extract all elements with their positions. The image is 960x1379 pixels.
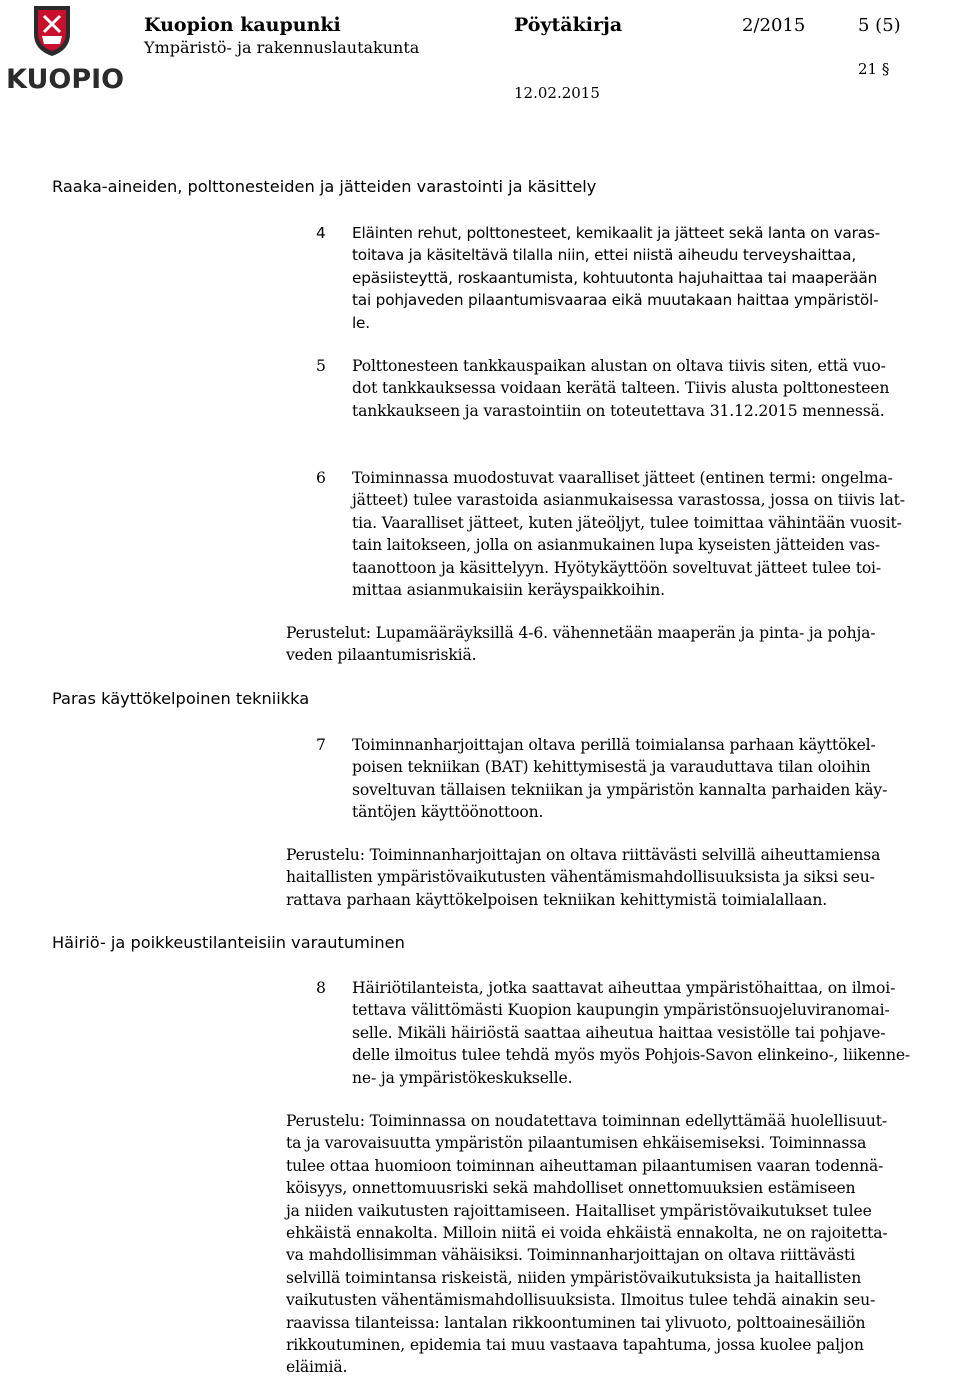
- text-line: täntöjen käyttöönottoon.: [352, 803, 544, 822]
- text-line: ne- ja ympäristökeskukselle.: [352, 1068, 573, 1087]
- item-number: 6: [316, 469, 326, 487]
- incident-heading: Häiriö- ja poikkeustilanteisiin varautuminen: [52, 933, 405, 952]
- text-line: epäsiisteyttä, roskaantumista, kohtuutonta hajuhaittaa tai maaperään: [352, 268, 878, 287]
- text-line: Perustelu: Toiminnanharjoittajan on oltava riittävästi selvillä aiheuttamiensa: [286, 846, 881, 864]
- item-number: 4: [316, 224, 326, 242]
- text-line: tulee ottaa huomioon toiminnan aiheuttaman pilaantumisen vaaran todennä-: [286, 1156, 884, 1175]
- text-line: selle. Mikäli häiriöstä saattaa aiheutua haittaa vesistölle tai pohjave-: [352, 1023, 886, 1042]
- item-number: 8: [316, 979, 326, 997]
- text-line: tia. Vaaralliset jätteet, kuten jäteöljyt, tulee toimittaa vähintään vuosit-: [352, 513, 902, 532]
- text-line: Perustelut: Lupamääräyksillä 4-6. vähennetään maaperän ja pinta- ja pohja-: [286, 624, 876, 642]
- item-4-text: [352, 222, 880, 334]
- text-line: tain laitokseen, jolla on asianmukainen lupa kyseisten jätteiden vas-: [352, 536, 881, 555]
- text-line: tai pohjaveden pilaantumisvaaraa eikä muutakaan haittaa ympäristöl-: [352, 291, 879, 310]
- text-line: köisyys, onnettomuusriski sekä mahdolliset onnettomuuksien estämiseen: [286, 1179, 856, 1198]
- text-line: Eläinten rehut, polttonesteet, kemikaalit ja jätteet sekä lanta on varas-: [352, 224, 880, 242]
- text-line: selvillä toimintansa riskeistä, niiden ympäristövaikutuksista ja haitallisten: [286, 1268, 862, 1287]
- text-line: Polttonesteen tankkauspaikan alustan on oltava tiivis siten, että vuo-: [352, 357, 886, 375]
- text-line: ja niiden vaikutusten rajoittamiseen. Haitalliset ympäristövaikutukset tulee: [286, 1201, 872, 1220]
- text-line: tettava välittömästi Kuopion kaupungin ympäristönsuojeluviranomai-: [352, 1001, 890, 1020]
- doc-type: Pöytäkirja: [514, 14, 623, 36]
- text-line: rikkoutuminen, epidemia tai muu vastaava tapahtuma, jossa kuolee paljon: [286, 1336, 864, 1355]
- text-line: soveltuvan tällaisen tekniikan ja ympäristön kannalta parhaiden käy-: [352, 780, 888, 799]
- kuopio-logo: [4, 4, 125, 98]
- organization-name: Kuopion kaupunki: [144, 14, 341, 36]
- coat-of-arms-icon: [4, 4, 125, 98]
- item-8-text: [352, 977, 910, 1089]
- svg-text:KUOPIO: KUOPIO: [6, 64, 125, 95]
- text-line: va mahdollisimman vähäisiksi. Toiminnanharjoittajan on oltava riittävästi: [286, 1246, 855, 1265]
- meeting-date: 12.02.2015: [514, 84, 600, 102]
- text-line: vaikutusten vähentämismahdollisuuksista. Ilmoitus tulee tehdä ainakin seu-: [286, 1291, 876, 1310]
- text-line: Häiriötilanteista, jotka saattavat aiheuttaa ympäristöhaittaa, on ilmoi-: [352, 979, 896, 997]
- text-line: eläimiä.: [286, 1358, 348, 1377]
- text-line: le.: [352, 313, 370, 332]
- text-line: rattava parhaan käyttökelpoisen tekniikan kehittymistä toimialallaan.: [286, 890, 828, 909]
- text-line: ehkäistä ennakolta. Milloin niitä ei voida ehkäistä ennakolta, ne on rajoitetta-: [286, 1224, 888, 1243]
- text-line: Perustelu: Toiminnassa on noudatettava toiminnan edellyttämää huolellisuut-: [286, 1112, 887, 1130]
- text-line: delle ilmoitus tulee tehdä myös myös Pohjois-Savon elinkeino-, liikenne-: [352, 1046, 911, 1065]
- text-line: ta ja varovaisuutta ympäristön pilaantumisen ehkäisemiseksi. Toiminnassa: [286, 1134, 867, 1153]
- text-line: jätteet) tulee varastoida asianmukaisessa varastossa, jossa on tiivis lat-: [352, 491, 905, 510]
- text-line: Toiminnanharjoittajan oltava perillä toimialansa parhaan käyttökel-: [352, 736, 876, 754]
- item-7-text: [352, 734, 887, 824]
- text-line: tankkaukseen ja varastointiin on toteutettava 31.12.2015 mennessä.: [352, 401, 885, 420]
- text-line: poisen tekniikan (BAT) kehittymisestä ja varauduttava tilan oloihin: [352, 758, 871, 777]
- bat-heading: Paras käyttökelpoinen tekniikka: [52, 689, 310, 708]
- text-line: taanottoon ja käsittelyyn. Hyötykäyttöön soveltuvat jätteet tulee toi-: [352, 558, 882, 577]
- item-6-text: [352, 467, 905, 601]
- page-number: 5 (5): [858, 15, 901, 36]
- text-line: mittaa asianmukaisiin keräyspaikkoihin.: [352, 581, 665, 600]
- doc-number: 2/2015: [742, 15, 806, 36]
- text-line: haitallisten ympäristövaikutusten vähentämismahdollisuuksista ja siksi seu-: [286, 868, 875, 887]
- item-5-text: [352, 355, 889, 422]
- storage-heading: Raaka-aineiden, polttonesteiden ja jätteiden varastointi ja käsittely: [52, 177, 597, 196]
- text-line: dot tankkauksessa voidaan kerätä talteen. Tiivis alusta polttonesteen: [352, 379, 890, 398]
- section-number: 21 §: [858, 60, 890, 78]
- text-line: raavissa tilanteissa: lantalan rikkoontuminen tai ylivuoto, polttoainesäiliön: [286, 1313, 866, 1332]
- rationale-2: [286, 844, 880, 911]
- item-number: 7: [316, 736, 326, 754]
- rationale-3: [286, 1110, 888, 1379]
- text-line: Toiminnassa muodostuvat vaaralliset jätteet (entinen termi: ongelma-: [352, 469, 893, 487]
- board-name: Ympäristö- ja rakennuslautakunta: [144, 38, 420, 57]
- item-number: 5: [316, 357, 326, 375]
- text-line: toitava ja käsiteltävä tilalla niin, ettei niistä aiheudu terveyshaittaa,: [352, 246, 857, 265]
- text-line: veden pilaantumisriskiä.: [286, 646, 477, 665]
- rationale-1: [286, 622, 875, 667]
